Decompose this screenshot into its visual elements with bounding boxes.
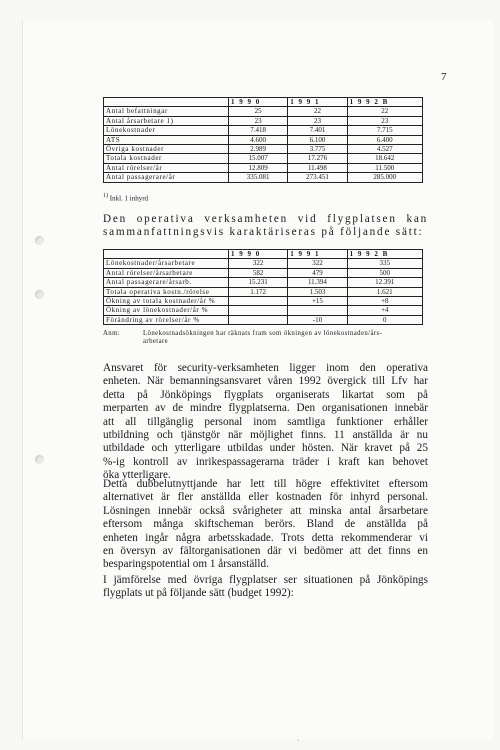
table-cell: +15 (288, 297, 347, 306)
column-header (104, 250, 229, 259)
table-cell: 335.081 (229, 173, 288, 182)
column-header: 1 9 9 1 (288, 250, 347, 259)
note-line: arbetare (143, 338, 169, 345)
table-header-row (104, 250, 423, 259)
table-cell: 18.642 (347, 154, 422, 163)
table-cell (229, 297, 288, 306)
table-cell: 11.498 (288, 163, 347, 172)
row-label: Antal passagerare/årsarb. (104, 278, 229, 287)
text-line: enheten ingår några arbetsskadade. Trots detta rekommenderar vi (103, 531, 428, 544)
table-row (104, 126, 423, 135)
table-cell (288, 306, 347, 315)
table-row (104, 163, 423, 172)
table-row (104, 315, 423, 324)
table-cell: 7.418 (229, 126, 288, 135)
note-line: Lönekostnadsökningen har räknats fram som ökningen av lönekostnaden/års- (143, 330, 383, 337)
row-label: Antal rörelser/årsarbetare (104, 268, 229, 277)
table-cell: 322 (288, 259, 347, 268)
table-row (104, 287, 423, 296)
table-cell: -10 (288, 315, 347, 324)
text-line: utbildade och ytterligare utbildas under hösten. När kravet på 25 (103, 442, 428, 455)
table-cell: 500 (347, 268, 422, 277)
paragraph-operativa (103, 213, 428, 240)
table-cell: 23 (288, 116, 347, 125)
table-cell: 15.231 (229, 278, 288, 287)
table-cell: 4.600 (229, 135, 288, 144)
row-label: Övriga kostnader (104, 145, 229, 154)
paragraph-security (103, 362, 428, 483)
table-row (104, 145, 423, 154)
text-line: eftersom många skiftscheman berörs. Bland de anställda på (103, 518, 428, 531)
table-cell: 0 (347, 315, 422, 324)
table-cell: 2.989 (229, 145, 288, 154)
paragraph-jamforelse (103, 574, 428, 601)
table-header-row (104, 98, 423, 107)
footnote-text: Inkl. 1 inhyrd (109, 194, 149, 203)
footnote (103, 193, 148, 202)
row-label: ATS (104, 135, 229, 144)
text-line: I jämförelse med övriga flygplatser ser situationen på Jönköpings (103, 574, 428, 586)
row-label: Lönekostnader (104, 126, 229, 135)
scan-speck: · (297, 738, 299, 744)
text-line: att all tillgänglig personal inom samtliga funktioner erhåller (103, 415, 428, 428)
row-label: Antal årsarbetare 1) (104, 116, 229, 125)
row-label: Lönekostnader/årsarbetare (104, 259, 229, 268)
text-line: utbildning och tjänstgör när möjlighet finns. 11 anställda är nu (103, 429, 428, 442)
column-header: 1 9 9 1 (288, 98, 347, 107)
text-line: flygplats ut på följande sätt (budget 1992): (103, 587, 294, 600)
text-line: öka ytterligare. (103, 469, 171, 482)
binder-hole (35, 236, 44, 245)
text-line: Den operativa verksamheten vid flygplatsen kan (103, 213, 428, 225)
row-label: Ökning av totala kostnader/år % (104, 297, 229, 306)
table-cell: 12.391 (347, 278, 422, 287)
table-cell: 17.276 (288, 154, 347, 163)
table-cell: 6.400 (347, 135, 422, 144)
table-note (103, 330, 428, 346)
table-cell: 1.621 (347, 287, 422, 296)
row-label: Totala kostnader (104, 154, 229, 163)
table-cell: 22 (347, 107, 422, 116)
table-cell: 25 (229, 107, 288, 116)
column-header: 1 9 9 0 (229, 98, 288, 107)
table-cell: 22 (288, 107, 347, 116)
table-cell: 1.172 (229, 287, 288, 296)
text-line: %-ig kontroll av inrikespassagerarna träder i kraft kan behovet (103, 455, 428, 468)
footnote-mark: 1) (103, 193, 108, 199)
text-line: enheten. När bemanningsansvaret våren 1992 övergick till Lfv har (103, 375, 428, 388)
key-ratios-table (103, 249, 423, 325)
table-cell: 23 (229, 116, 288, 125)
text-line: detta på Jönköpings flygplats organiserats likartat som på (103, 388, 428, 401)
note-key: Anm: (103, 330, 121, 337)
table-row (104, 135, 423, 144)
paragraph-dubbelutnyttjande (103, 478, 428, 572)
staffing-cost-table (103, 97, 423, 183)
row-label: Ökning av lönekostnader/år % (104, 306, 229, 315)
table-row (104, 306, 423, 315)
row-label: Förändring av rörelser/år % (104, 315, 229, 324)
table-cell: 322 (229, 259, 288, 268)
table-row (104, 173, 423, 182)
table-cell (229, 315, 288, 324)
table-row (104, 107, 423, 116)
table-row (104, 116, 423, 125)
table-cell: +8 (347, 297, 422, 306)
page-number: 7 (441, 71, 447, 83)
table-cell: 7.715 (347, 126, 422, 135)
text-line: Ansvaret för security-verksamheten ligger inom den operativa (103, 362, 428, 374)
text-line: alternativet är fler anställda eller kostnaden för inhyrd personal. (103, 491, 428, 504)
table-cell: 6.100 (288, 135, 347, 144)
table-cell: 11.500 (347, 163, 422, 172)
table-cell: 12.809 (229, 163, 288, 172)
table-cell: 15.007 (229, 154, 288, 163)
table-row (104, 278, 423, 287)
column-header: 1 9 9 2 B (347, 250, 422, 259)
table-cell: 23 (347, 116, 422, 125)
row-label: Totala operativa kostn./rörelse (104, 287, 229, 296)
table-cell: +4 (347, 306, 422, 315)
row-label: Antal passagerare/år (104, 173, 229, 182)
row-label: Antal rörelser/år (104, 163, 229, 172)
column-header: 1 9 9 2 B (347, 98, 422, 107)
table-cell (229, 306, 288, 315)
table-row (104, 297, 423, 306)
table-cell: 479 (288, 268, 347, 277)
table-row (104, 259, 423, 268)
table-cell: 273.451 (288, 173, 347, 182)
text-line: sammanfattningsvis karaktäriseras på följande sätt: (103, 226, 424, 239)
table-cell: 4.527 (347, 145, 422, 154)
table-cell: 285.000 (347, 173, 422, 182)
table-cell: 1.503 (288, 287, 347, 296)
table-cell: 582 (229, 268, 288, 277)
table-cell: 7.401 (288, 126, 347, 135)
table-row (104, 154, 423, 163)
text-line: Lösningen innebär också svårigheter att minska antal årsarbetare (103, 504, 428, 517)
row-label: Antal befattningar (104, 107, 229, 116)
text-line: merparten av de mindre flygplatserna. Den organisationen innebär (103, 402, 428, 415)
table-row (104, 268, 423, 277)
text-line: Detta dubbelutnyttjande har lett till högre effektivitet eftersom (103, 478, 428, 490)
text-line: besparingspotential om 1 årsanställd. (103, 558, 269, 571)
binder-hole (35, 455, 44, 464)
column-header (104, 98, 229, 107)
column-header: 1 9 9 0 (229, 250, 288, 259)
table-cell: 11.394 (288, 278, 347, 287)
binder-hole (35, 290, 44, 299)
text-line: en översyn av fältorganisationen där vi bedömer att det finns en (103, 545, 428, 558)
table-cell: 335 (347, 259, 422, 268)
table-cell: 3.775 (288, 145, 347, 154)
